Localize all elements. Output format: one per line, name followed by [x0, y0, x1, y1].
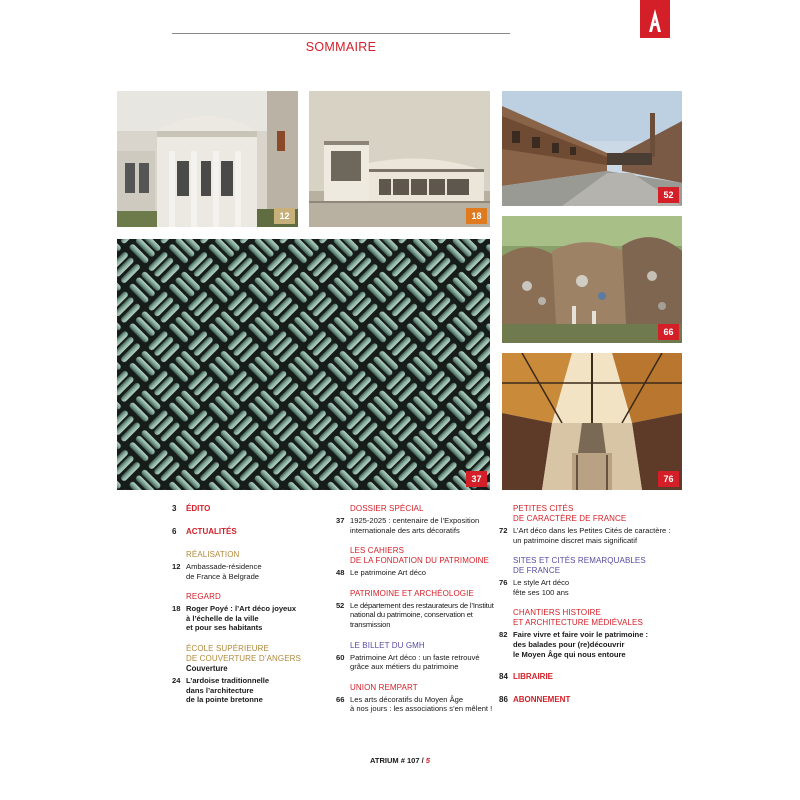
toc-column-1 — [172, 504, 322, 705]
photo-basketweave-tiles[interactable] — [117, 239, 490, 490]
toc-column-2 — [336, 504, 496, 714]
page-badge: 76 — [658, 471, 679, 487]
toc-section-realisation: RÉALISATION — [186, 550, 240, 559]
toc-label: ACTUALITÉS — [186, 527, 237, 536]
toc-text: Patrimoine Art déco : un faste retrouvé — [350, 652, 480, 662]
toc-label: ÉDITO — [186, 504, 211, 513]
toc-text: 1925-2025 : centenaire de l’Exposition — [350, 516, 480, 525]
toc-entry-realisation[interactable] — [172, 562, 322, 581]
toc-section-chantiers — [513, 608, 684, 628]
toc-text: des balades pour (re)découvrir — [513, 639, 625, 649]
header-rule — [172, 33, 510, 34]
toc-page-number: 48 — [336, 568, 345, 578]
toc-text: national du patrimoine, conservation et transmission — [350, 610, 473, 629]
toc-entry-billet[interactable] — [336, 653, 496, 672]
toc-page-number: 84 — [499, 672, 508, 682]
toc-page-number: 6 — [172, 527, 177, 536]
toc-section-cahiers — [350, 546, 496, 566]
toc-text: Les arts décoratifs du Moyen Âge — [350, 694, 464, 704]
toc-text: à l’échelle de la ville — [186, 613, 259, 623]
toc-entry-librairie[interactable] — [499, 672, 684, 682]
toc-section-patrimoine: PATRIMOINE ET ARCHÉOLOGIE — [350, 588, 474, 598]
toc-entry-sites-cites[interactable] — [499, 578, 684, 597]
toc-column-3 — [499, 504, 684, 705]
toc-section-line: SITES ET CITÉS REMARQUABLES — [513, 556, 646, 566]
toc-text: Faire vivre et faire voir le patrimoine : — [513, 630, 649, 640]
toc-page-number: 24 — [172, 675, 181, 685]
toc-section-dossier: DOSSIER SPÉCIAL — [350, 504, 424, 513]
toc-section-line: ET ARCHITECTURE MÉDIÉVALES — [513, 618, 643, 628]
toc-entry-ecole[interactable] — [172, 676, 322, 705]
toc-text: Le patrimoine Art déco — [350, 568, 426, 578]
toc-section-line: DE LA FONDATION DU PATRIMOINE — [350, 556, 489, 566]
toc-page-number: 60 — [336, 652, 345, 662]
toc-section-line: LES CAHIERS — [350, 546, 405, 556]
toc-text: et pour ses habitants — [186, 623, 263, 633]
toc-section-line: DE FRANCE — [513, 566, 561, 576]
toc-text: le Moyen Âge qui nous entoure — [513, 649, 626, 659]
toc-page-number: 72 — [499, 526, 508, 535]
toc-text: L’ardoise traditionnelle — [186, 675, 270, 685]
toc-page-number: 18 — [172, 604, 181, 614]
toc-page-number: 37 — [336, 516, 345, 525]
toc-label: ABONNEMENT — [513, 695, 571, 705]
page-badge: 18 — [466, 208, 487, 224]
toc-page-number: 66 — [336, 694, 345, 704]
photo-embassy-residence[interactable] — [117, 91, 298, 227]
toc-page-number: 52 — [336, 600, 345, 610]
toc-text: à nos jours : les associations s’en mêlent ! — [350, 704, 493, 714]
toc-page-number: 3 — [172, 504, 177, 513]
toc-text: fête ses 100 ans — [513, 587, 569, 597]
photo-roger-poye-building[interactable] — [309, 91, 490, 227]
toc-entry-patrimoine[interactable] — [336, 601, 496, 630]
magazine-logo — [640, 0, 670, 38]
toc-text: Le style Art déco — [513, 578, 570, 588]
toc-subheading: Couverture — [186, 663, 228, 673]
toc-text: de France à Belgrade — [186, 571, 260, 581]
toc-section-line: ÉCOLE SUPÉRIEURE — [186, 643, 269, 653]
photo-stained-glass-dome[interactable] — [502, 353, 682, 490]
page-badge: 37 — [466, 471, 487, 487]
toc-page-number: 12 — [172, 562, 181, 571]
photo-mosaic-ruins[interactable] — [502, 216, 682, 343]
page-badge: 66 — [658, 324, 679, 340]
toc-label: LIBRAIRIE — [513, 672, 553, 682]
toc-text: de la pointe bretonne — [186, 695, 263, 705]
toc-section-ecole — [186, 644, 322, 664]
toc-entry-cahiers[interactable] — [336, 568, 496, 578]
toc-page-number: 86 — [499, 695, 508, 705]
toc-section-billet: LE BILLET DU GMH — [350, 640, 425, 650]
toc-text: dans l’architecture — [186, 685, 254, 695]
toc-entry-abonnement[interactable] — [499, 695, 684, 705]
toc-text: Le département des restaurateurs de l’Institut — [350, 600, 494, 610]
toc-page-number: 76 — [499, 578, 508, 588]
toc-text: Ambassade-résidence — [186, 562, 262, 571]
toc-section-line: DE COUVERTURE D’ANGERS — [186, 653, 301, 663]
toc-entry-edito[interactable] — [172, 504, 322, 514]
page-badge: 52 — [658, 187, 679, 203]
toc-section-sites-cites — [513, 556, 684, 576]
toc-text: Roger Poyé : l’Art déco joyeux — [186, 604, 297, 614]
toc-entry-petites-cites[interactable] — [499, 526, 684, 545]
toc-page-number: 82 — [499, 630, 508, 640]
page-title: SOMMAIRE — [305, 40, 377, 54]
toc-text: L’Art déco dans les Petites Cités de caractère : — [513, 526, 671, 535]
toc-entry-dossier[interactable] — [336, 516, 496, 535]
toc-section-union: UNION REMPART — [350, 682, 418, 692]
toc-entry-chantiers[interactable] — [499, 630, 684, 659]
toc-section-line: DE CARACTÈRE DE FRANCE — [513, 514, 627, 523]
page-badge: 12 — [274, 208, 295, 224]
toc-text: un patrimoine discret mais significatif — [513, 535, 638, 545]
toc-section-line: PETITES CITÉS — [513, 504, 574, 513]
page-folio — [300, 756, 500, 765]
page-number: 5 — [425, 756, 430, 765]
toc-entry-actualites[interactable] — [172, 527, 322, 537]
toc-text: internationale des arts décoratifs — [350, 525, 460, 535]
magazine-issue: ATRIUM # 107 / — [370, 756, 424, 765]
toc-section-petites-cites — [513, 504, 684, 524]
photo-industrial-courtyard[interactable] — [502, 91, 682, 206]
toc-entry-regard[interactable] — [172, 604, 322, 633]
toc-entry-union[interactable] — [336, 695, 496, 714]
toc-section-line: CHANTIERS HISTOIRE — [513, 608, 601, 618]
toc-section-regard: REGARD — [186, 592, 221, 602]
toc-text: grâce aux métiers du patrimoine — [350, 662, 459, 672]
